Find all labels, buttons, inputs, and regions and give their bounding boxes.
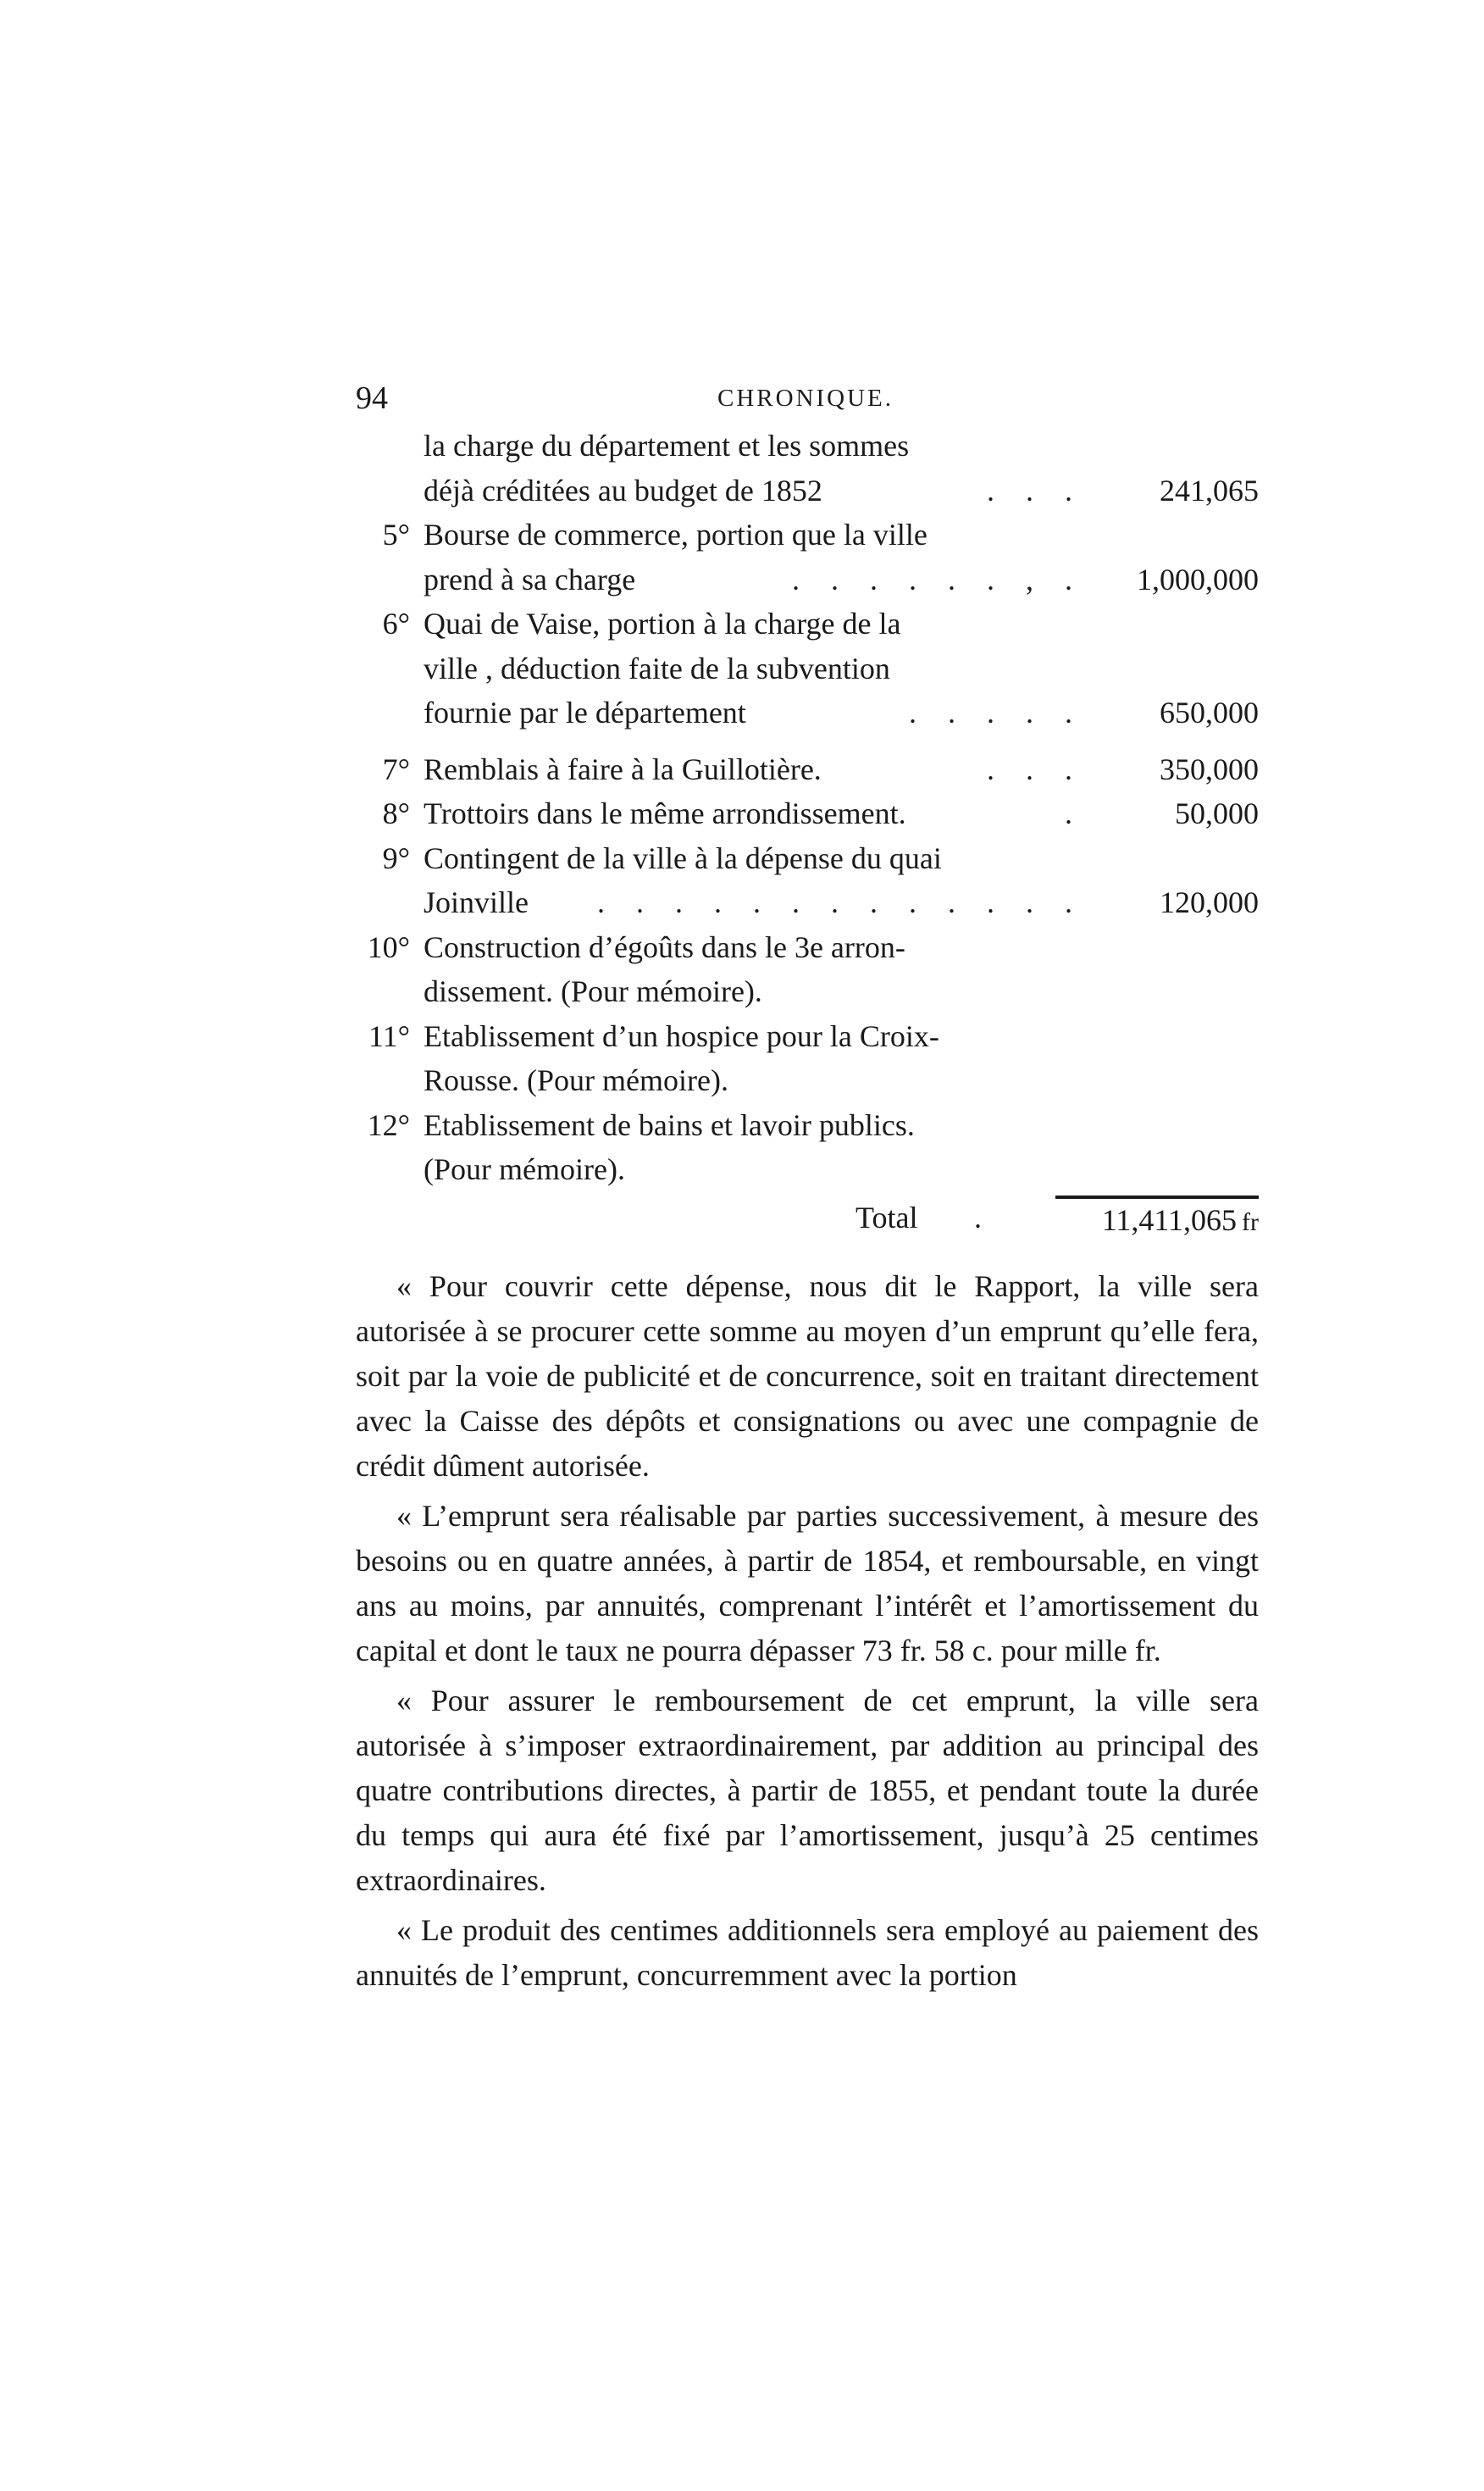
item-line: fournie par le département: [424, 696, 746, 730]
list-item: [356, 1103, 1259, 1192]
total-value: 11,411,065: [1101, 1202, 1238, 1237]
leader-dots: . . . . .: [909, 696, 1084, 730]
item-line: Bourse de commerce, portion que la ville: [424, 518, 928, 552]
item-number: 7°: [382, 752, 410, 786]
paragraph: « Pour assurer le remboursement de cet emprunt, la ville sera autorisée à s’imposer extraordinairement, par addition au principal des quatre contributions directes, à partir de 1855, et pendant toute la durée du temps qui aura été fixé par l’amortissement, jusqu’à 25 centimes extraordinaires.: [356, 1684, 1259, 1897]
paragraph: « L’emprunt sera réalisable par parties successivement, à mesure des besoins ou en quatre années, à partir de 1854, et remboursable, en vingt ans au moins, par annuités, comprenant l’intérêt et l’amortissement du capital et dont le taux ne pourra dépasser 73 fr. 58 c. pour mille fr.: [356, 1499, 1259, 1667]
item-number: 8°: [382, 796, 410, 830]
total-label: Total: [856, 1200, 918, 1234]
list-item: [356, 1014, 1259, 1103]
list-item: [356, 602, 1259, 735]
item-amount: 120,000: [1160, 885, 1259, 919]
item-amount: 1,000,000: [1137, 562, 1259, 596]
item-line: Quai de Vaise, portion à la charge de la: [424, 607, 901, 641]
list-item: [356, 925, 1259, 1014]
page-number: 94: [356, 380, 388, 416]
leader-dots: .: [1065, 796, 1084, 830]
currency-unit: fr: [1242, 1207, 1259, 1236]
item-number: 10°: [367, 929, 410, 964]
paragraph: « Pour couvrir cette dépense, nous dit le Rapport, la ville sera autorisée à se procurer cette somme au moyen d’un emprunt qu’elle fera, soit par la voie de publicité et de concurrence, soit en traitant directement avec la Caisse des dépôts et consignations ou avec une compagnie de crédit dûment autorisée.: [356, 1269, 1259, 1483]
list-item: [356, 424, 1259, 513]
item-line: prend à sa charge: [424, 562, 636, 596]
list-item: [356, 791, 1259, 836]
item-amount: 350,000: [1160, 752, 1259, 786]
item-number: 11°: [368, 1018, 410, 1053]
item-number: 6°: [382, 607, 410, 641]
item-line: Construction d’égoûts dans le 3e arron-: [424, 929, 905, 964]
paragraph: « Le produit des centimes additionnels sera employé au paiement des annuités de l’emprunt, concurremment avec la portion: [356, 1913, 1259, 1992]
item-amount: 241,065: [1160, 473, 1259, 508]
item-line: Rousse. (Pour mémoire).: [424, 1063, 728, 1097]
page-header: [356, 374, 1255, 422]
item-line: Remblais à faire à la Guillotière.: [424, 752, 822, 786]
item-line: Trottoirs dans le même arrondissement.: [424, 796, 906, 830]
item-number: 9°: [382, 841, 410, 875]
item-line: ville , déduction faite de la subvention: [424, 651, 890, 685]
item-line: Joinville: [424, 885, 529, 919]
list-item: [356, 513, 1259, 602]
list-item: [356, 747, 1259, 792]
total-leader: .: [974, 1200, 982, 1234]
item-amount: 650,000: [1160, 696, 1259, 730]
item-line: Etablissement d’un hospice pour la Croix-: [424, 1018, 939, 1053]
item-line: dissement. (Pour mémoire).: [424, 974, 762, 1008]
item-amount: 50,000: [1175, 796, 1259, 830]
total-row: [356, 1196, 1259, 1245]
expense-list: [356, 424, 1259, 1245]
leader-dots: . . .: [987, 473, 1084, 508]
leader-dots: . . .: [987, 752, 1084, 786]
list-item: [356, 836, 1259, 925]
item-line: la charge du département et les sommes: [424, 429, 910, 463]
item-line: Contingent de la ville à la dépense du quai: [424, 841, 942, 875]
item-number: 5°: [382, 518, 410, 552]
leader-dots: . . . . . . . . . . . . .: [597, 885, 1084, 919]
item-line: Etablissement de bains et lavoir publics.: [424, 1107, 915, 1142]
item-number: 12°: [367, 1107, 410, 1142]
total-amount: [1055, 1196, 1259, 1244]
item-line: (Pour mémoire).: [424, 1152, 625, 1186]
leader-dots: . , . . . . . .: [792, 562, 1084, 596]
body-text: [356, 1264, 1259, 2003]
item-line: déjà créditées au budget de 1852: [424, 473, 822, 508]
running-head: CHRONIQUE.: [717, 385, 894, 412]
